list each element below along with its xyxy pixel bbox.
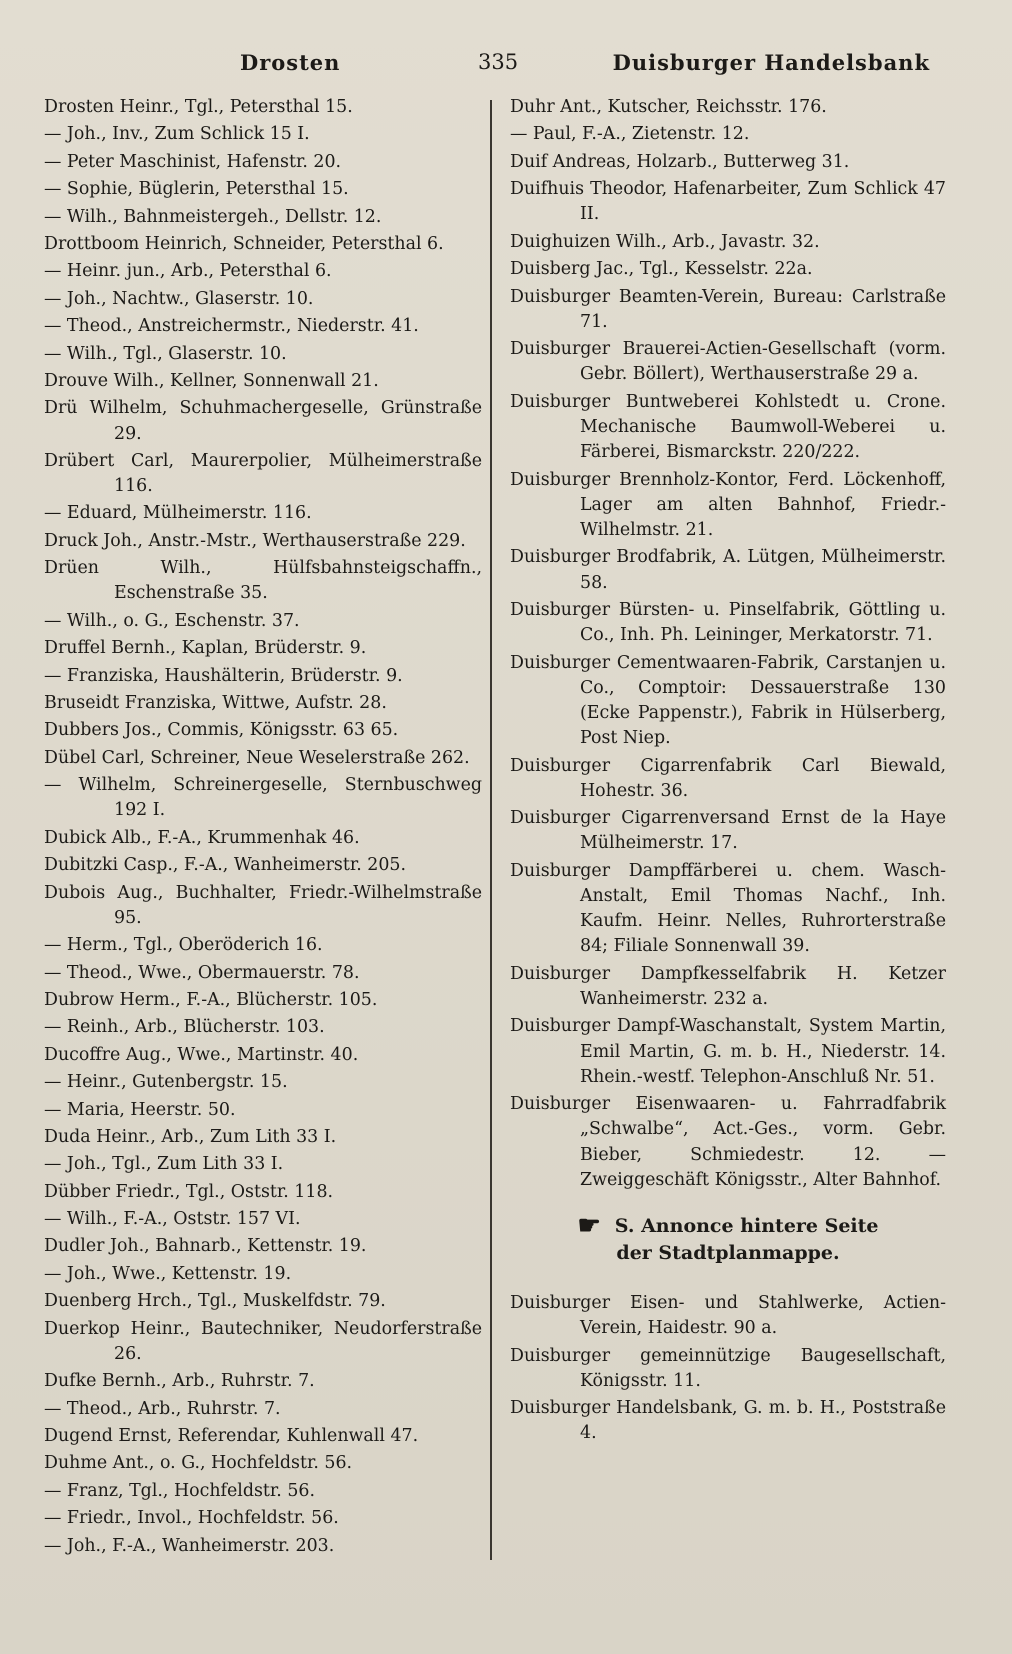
directory-entry: — Paul, F.-A., Zietenstr. 12. (510, 124, 750, 145)
directory-entry: Dubbers Jos., Commis, Königsstr. 63 65. (44, 720, 399, 741)
directory-entry: — Maria, Heerstr. 50. (44, 1099, 236, 1120)
directory-entry: — Joh., Tgl., Zum Lith 33 I. (44, 1154, 284, 1175)
directory-entry: Duenberg Hrch., Tgl., Muskelfdstr. 79. (44, 1291, 386, 1312)
directory-entry: — Sophie, Büglerin, Petersthal 15. (44, 179, 349, 200)
directory-entry: Drottboom Heinrich, Schneider, Petersthal 6. (44, 233, 444, 254)
directory-entry: Druffel Bernh., Kaplan, Brüderstr. 9. (44, 638, 367, 659)
directory-entry: — Wilhelm, Schreinergeselle, Sternbuschweg 192 I. (44, 775, 482, 821)
directory-entry: — Joh., F.-A., Wanheimerstr. 203. (44, 1535, 335, 1556)
directory-entry: Duerkop Heinr., Bautechniker, Neudorferstraße 26. (44, 1318, 482, 1364)
page-number: 335 (478, 50, 519, 74)
directory-entry: — Wilh., Bahnmeistergeh., Dellstr. 12. (44, 206, 382, 227)
directory-entry: Duifhuis Theodor, Hafenarbeiter, Zum Schlick 47 II. (510, 179, 946, 225)
directory-entry: — Friedr., Invol., Hochfeldstr. 56. (44, 1508, 339, 1529)
page-header (44, 42, 930, 82)
directory-entry: Dübber Friedr., Tgl., Oststr. 118. (44, 1181, 334, 1202)
directory-entry: Duisburger Buntweberei Kohlstedt u. Crone. Mechanische Baumwoll-Weberei u. Färberei, Bismarckstr. 220/222. (510, 391, 946, 463)
directory-entry: — Wilh., Tgl., Glaserstr. 10. (44, 343, 287, 364)
directory-entry: Duda Heinr., Arb., Zum Lith 33 I. (44, 1126, 337, 1147)
directory-entry: — Joh., Inv., Zum Schlick 15 I. (44, 124, 310, 145)
directory-entry: Dubois Aug., Buchhalter, Friedr.-Wilhelmstraße 95. (44, 882, 482, 928)
notice (510, 1210, 946, 1267)
directory-entry: — Heinr. jun., Arb., Petersthal 6. (44, 261, 332, 282)
column-divider (490, 100, 492, 1560)
directory-entry: Duisburger Cementwaaren-Fabrik, Carstanjen u. Co., Comptoir: Dessauerstraße 130 (Ecke Pappenstr.), Fabrik in Hülserberg, Post Niep. (510, 652, 946, 749)
directory-entry: Dubitzki Casp., F.-A., Wanheimerstr. 205. (44, 855, 407, 876)
directory-entry: Drübert Carl, Maurerpolier, Mülheimerstraße 116. (44, 450, 482, 497)
directory-entry: Duisburger Cigarrenversand Ernst de la Haye Mülheimerstr. 17. (510, 808, 946, 854)
header-left-keyword: Drosten (240, 50, 341, 75)
directory-entry: Duisburger Dampfkesselfabrik H. Ketzer Wanheimerstr. 232 a. (510, 963, 946, 1009)
directory-entry: Dudler Joh., Bahnarb., Kettenstr. 19. (44, 1236, 367, 1257)
directory-entry: — Franz, Tgl., Hochfeldstr. 56. (44, 1480, 315, 1501)
directory-entry: — Joh., Wwe., Kettenstr. 19. (44, 1263, 292, 1284)
notice-line-1: S. Annonce hintere Seite (614, 1214, 879, 1237)
directory-entry: Duisburger Brauerei-Actien-Gesellschaft (vorm. Gebr. Böllert), Werthauserstraße 29 a. (510, 339, 946, 385)
left-column (44, 95, 482, 1561)
directory-entry: Duhr Ant., Kutscher, Reichsstr. 176. (510, 97, 827, 117)
right-column-entries (510, 95, 946, 1193)
directory-entry: — Herm., Tgl., Oberöderich 16. (44, 935, 323, 956)
right-column-entries-after-notice (510, 1291, 946, 1447)
directory-entry: Dubick Alb., F.-A., Krummenhak 46. (44, 827, 360, 848)
pointing-hand-icon: ☛ (577, 1210, 601, 1241)
right-column (510, 95, 946, 1449)
notice-line-2: der Stadtplanmappe. (616, 1241, 840, 1264)
directory-entry: — Peter Maschinist, Hafenstr. 20. (44, 151, 342, 172)
directory-entry: Dubrow Herm., F.-A., Blücherstr. 105. (44, 989, 378, 1010)
directory-entry: Dufke Bernh., Arb., Ruhrstr. 7. (44, 1371, 315, 1392)
directory-entry: — Franziska, Haushälterin, Brüderstr. 9. (44, 665, 403, 686)
directory-entry: Duisburger Eisenwaaren- u. Fahrradfabrik „Schwalbe“, Act.-Ges., vorm. Gebr. Bieber, Schmiedestr. 12. — Zweiggeschäft Königsstr., Alter Bahnhof. (510, 1094, 946, 1190)
directory-entry: Duisburger Dampf-Waschanstalt, System Martin, Emil Martin, G. m. b. H., Niederstr. 14. Rhein.-westf. Telephon-Anschluß Nr. 51. (510, 1016, 946, 1087)
directory-entry: Duisburger Beamten-Verein, Bureau: Carlstraße 71. (510, 286, 946, 332)
directory-entry: — Theod., Arb., Ruhrstr. 7. (44, 1398, 281, 1419)
directory-entry: Duisburger Handelsbank, G. m. b. H., Poststraße 4. (510, 1398, 946, 1444)
directory-entry: Druck Joh., Anstr.-Mstr., Werthauserstraße 229. (44, 530, 466, 551)
directory-entry: — Heinr., Gutenbergstr. 15. (44, 1072, 288, 1093)
directory-entry: — Wilh., o. G., Eschenstr. 37. (44, 610, 300, 631)
directory-entry: Duisburger gemeinnützige Baugesellschaft, Königsstr. 11. (510, 1345, 946, 1391)
directory-entry: Duif Andreas, Holzarb., Butterweg 31. (510, 151, 850, 172)
directory-entry: Duisburger Brennholz-Kontor, Ferd. Löckenhoff, Lager am alten Bahnhof, Friedr.-Wilhelmstr. 21. (510, 469, 946, 540)
directory-entry: Bruseidt Franziska, Wittwe, Aufstr. 28. (44, 693, 387, 714)
directory-entry: — Wilh., F.-A., Oststr. 157 VI. (44, 1209, 301, 1230)
directory-entry: Drouve Wilh., Kellner, Sonnenwall 21. (44, 370, 379, 391)
directory-entry: Dugend Ernst, Referendar, Kuhlenwall 47. (44, 1426, 419, 1447)
directory-entry: — Joh., Nachtw., Glaserstr. 10. (44, 288, 314, 309)
directory-entry: Duisburger Cigarrenfabrik Carl Biewald, Hohestr. 36. (510, 755, 946, 801)
directory-entry: Duisburger Brodfabrik, A. Lütgen, Mülheimerstr. 58. (510, 547, 946, 593)
directory-entry: — Theod., Wwe., Obermauerstr. 78. (44, 962, 360, 983)
directory-entry: Duisberg Jac., Tgl., Kesselstr. 22a. (510, 259, 813, 280)
directory-entry: Duisburger Eisen- und Stahlwerke, Actien-Verein, Haidestr. 90 a. (510, 1292, 946, 1339)
directory-entry: — Theod., Anstreichermstr., Niederstr. 41. (44, 316, 419, 337)
directory-entry: Duighuizen Wilh., Arb., Javastr. 32. (510, 231, 820, 252)
directory-entry: Duhme Ant., o. G., Hochfeldstr. 56. (44, 1453, 353, 1474)
directory-entry: Ducoffre Aug., Wwe., Martinstr. 40. (44, 1044, 359, 1065)
header-right-keyword: Duisburger Handelsbank (612, 50, 930, 75)
directory-entry: Duisburger Dampffärberei u. chem. Wasch-Anstalt, Emil Thomas Nachf., Inh. Kaufm. Heinr. Nelles, Ruhrorterstraße 84; Filiale Sonnenwall 39. (510, 860, 946, 957)
directory-entry: Drüen Wilh., Hülfsbahnsteigschaffn., Eschenstraße 35. (44, 558, 482, 604)
directory-entry: Drosten Heinr., Tgl., Petersthal 15. (44, 97, 353, 117)
directory-entry: Duisburger Bürsten- u. Pinselfabrik, Göttling u. Co., Inh. Ph. Leininger, Merkatorstr. 71. (510, 599, 946, 646)
directory-entry: — Eduard, Mülheimerstr. 116. (44, 503, 312, 524)
directory-entry: — Reinh., Arb., Blücherstr. 103. (44, 1017, 325, 1038)
directory-entry: Drü Wilhelm, Schuhmachergeselle, Grünstraße 29. (44, 398, 482, 444)
directory-entry: Dübel Carl, Schreiner, Neue Weselerstraße 262. (44, 747, 470, 768)
